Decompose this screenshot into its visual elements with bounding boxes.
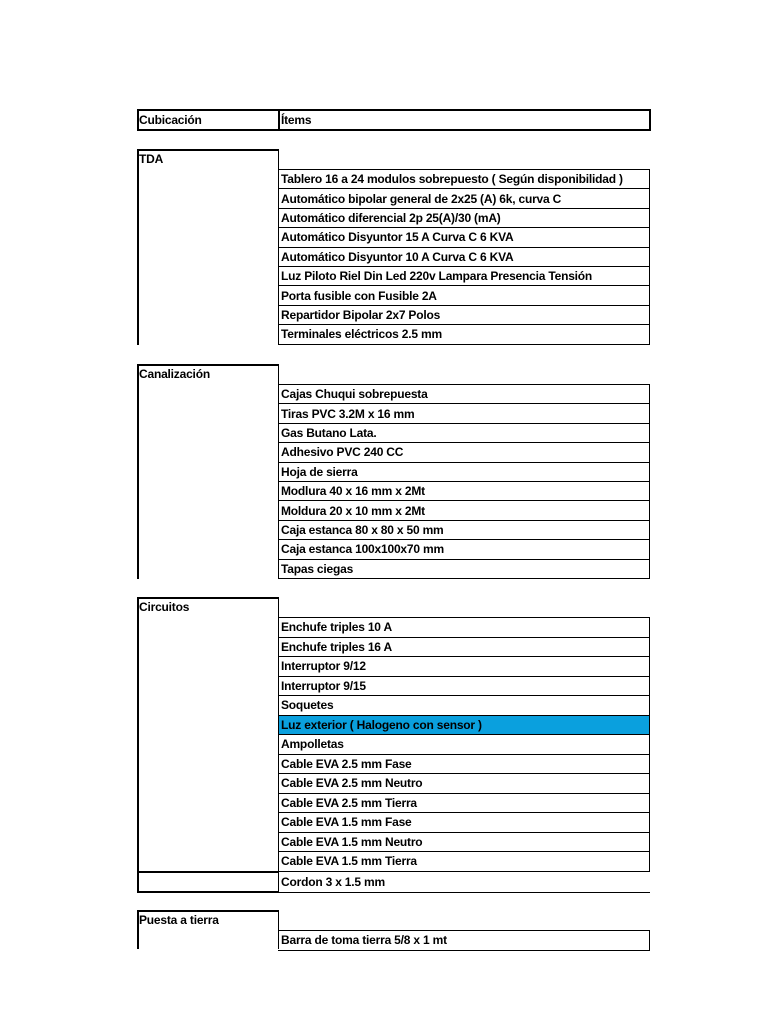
item-cell[interactable]: Ampolletas [281,737,344,752]
item-cell-cordon[interactable]: Cordon 3 x 1.5 mm [281,875,385,889]
item-cell[interactable]: Luz Piloto Riel Din Led 220v Lampara Presencia Tensión [281,269,593,284]
item-right-border [649,384,650,579]
header-items[interactable]: Ítems [281,112,312,127]
header-divider [278,109,280,131]
item-cell[interactable]: Cable EVA 2.5 mm Fase [281,756,412,771]
item-cell[interactable]: Caja estanca 100x100x70 mm [281,542,444,557]
item-right-border [649,930,650,951]
item-cell[interactable]: Cajas Chuqui sobrepuesta [281,387,428,402]
item-row-border [278,344,650,345]
header-right-border [649,109,651,131]
item-cell[interactable]: Barra de toma tierra 5/8 x 1 mt [281,933,447,948]
item-cell[interactable]: Adhesivo PVC 240 CC [281,445,404,460]
header-cubicacion[interactable]: Cubicación [139,112,202,127]
item-cell[interactable]: Tiras PVC 3.2M x 16 mm [281,406,415,421]
extra-row-bottom-border [137,891,278,893]
section-top-border [137,364,279,366]
extra-row-left-border [137,871,139,893]
item-cell[interactable]: Hoja de sierra [281,464,358,479]
item-right-border [649,617,650,872]
item-row-border [278,950,650,951]
item-right-border [649,169,650,345]
section-title-tda[interactable]: TDA [139,152,164,166]
section-title-circuitos[interactable]: Circuitos [139,600,190,614]
section-divider [278,910,279,949]
item-cell[interactable]: Cable EVA 2.5 mm Tierra [281,795,417,810]
item-cell[interactable]: Tapas ciegas [281,561,354,576]
item-cell[interactable]: Cable EVA 2.5 mm Neutro [281,776,423,791]
extra-row-item-bottom-border [278,892,650,893]
item-cell[interactable]: Moldura 20 x 10 mm x 2Mt [281,503,425,518]
section-left-border [137,910,139,949]
item-cell[interactable]: Soquetes [281,698,334,713]
item-cell[interactable]: Gas Butano Lata. [281,425,377,440]
section-left-border [137,364,139,579]
section-title-canalizacion[interactable]: Canalización [139,367,210,381]
item-cell[interactable]: Cable EVA 1.5 mm Neutro [281,834,423,849]
item-cell[interactable]: Interruptor 9/12 [281,659,366,674]
item-cell[interactable]: Terminales eléctricos 2.5 mm [281,327,442,342]
section-top-border [137,910,279,912]
section-left-border [137,597,139,872]
item-row-border [278,578,650,579]
section-top-border [137,149,279,151]
item-cell[interactable]: Repartidor Bipolar 2x7 Polos [281,307,441,322]
extra-row-top-border [137,871,278,873]
section-top-border [137,597,279,599]
item-cell[interactable]: Cable EVA 1.5 mm Tierra [281,854,417,869]
header-bottom-border [137,129,650,131]
item-cell[interactable]: Enchufe triples 10 A [281,620,392,635]
item-cell[interactable]: Automático diferencial 2p 25(A)/30 (mA) [281,210,501,225]
section-title-puesta-a-tierra[interactable]: Puesta a tierra [139,913,219,927]
item-cell[interactable]: Porta fusible con Fusible 2A [281,288,437,303]
item-cell[interactable]: Modlura 40 x 16 mm x 2Mt [281,484,425,499]
section-divider [278,364,279,579]
section-divider [278,597,279,872]
section-left-border [137,149,139,345]
item-cell[interactable]: Interruptor 9/15 [281,678,366,693]
item-cell[interactable]: Caja estanca 80 x 80 x 50 mm [281,522,444,537]
header-top-border [137,109,650,111]
section-divider [278,149,279,345]
item-cell[interactable]: Tablero 16 a 24 modulos sobrepuesto ( Según disponibilidad ) [281,172,623,187]
item-cell[interactable]: Enchufe triples 16 A [281,639,392,654]
item-cell[interactable]: Cable EVA 1.5 mm Fase [281,815,412,830]
item-cell[interactable]: Automático Disyuntor 10 A Curva C 6 KVA [281,249,514,264]
item-cell-highlighted[interactable]: Luz exterior ( Halogeno con sensor ) [281,717,482,732]
item-cell[interactable]: Automático bipolar general de 2x25 (A) 6k, curva C [281,191,562,206]
item-cell[interactable]: Automático Disyuntor 15 A Curva C 6 KVA [281,230,514,245]
header-left-border [137,109,139,131]
